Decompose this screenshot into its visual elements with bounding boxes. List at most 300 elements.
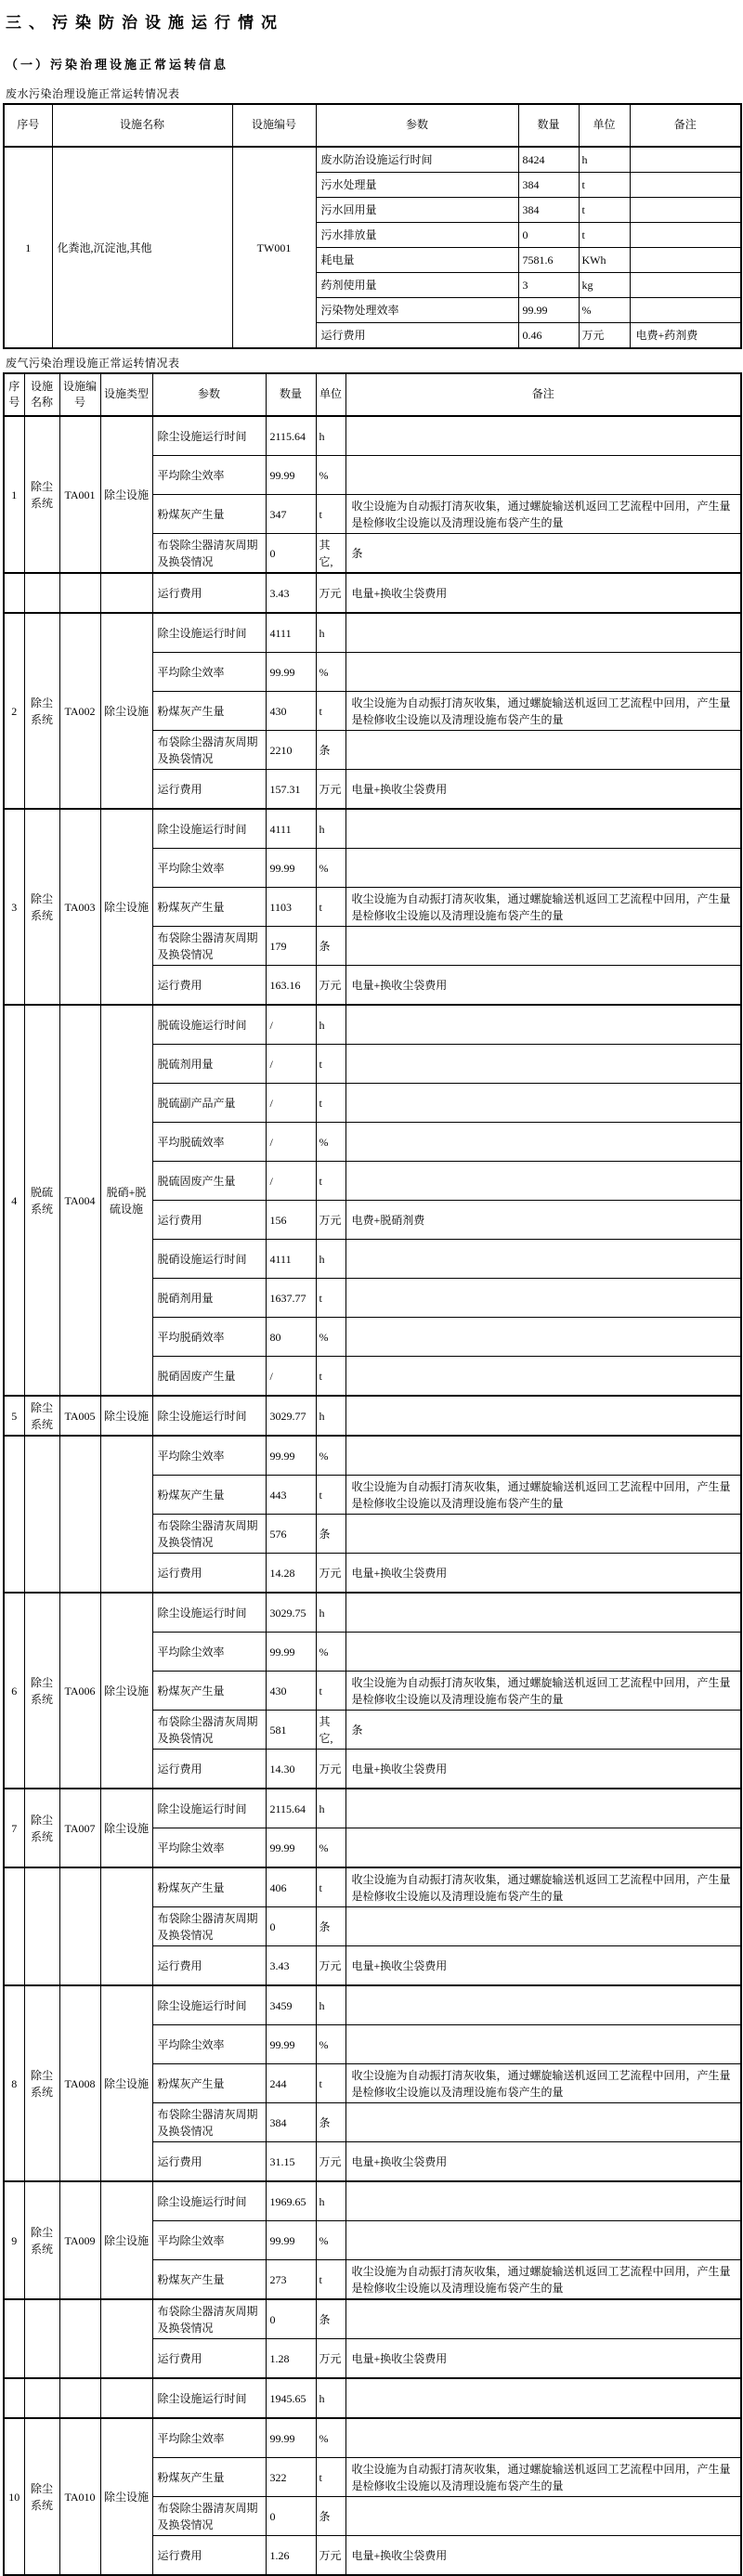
param-cell: 脱硫设施运行时间 [152,1005,266,1045]
remark-cell: 电量+换收尘袋费用 [345,1946,741,1986]
remark-cell [345,2378,741,2418]
qty-cell: 0 [266,534,316,574]
unit-cell: 条 [316,2103,345,2142]
table-row [4,573,741,613]
param-cell: 运行费用 [152,770,266,810]
remark-cell: 收尘设施为自动振打清灰收集，通过螺旋输送机返回工艺流程中回用，产生量是检修收尘设施以及清理设施布袋产生的量 [345,888,741,927]
param-cell: 粉煤灰产生量 [152,2260,266,2300]
qty-cell: 2210 [266,731,316,770]
param-cell: 粉煤灰产生量 [152,1672,266,1711]
remark-cell: 收尘设施为自动振打清灰收集，通过螺旋输送机返回工艺流程中回用，产生量是检修收尘设施以及清理设施布袋产生的量 [345,2458,741,2497]
table-row [4,1867,741,1907]
seq-cell: 1 [4,416,24,573]
qty-cell: 0 [266,2299,316,2339]
qty-cell: 0 [266,1907,316,1946]
remark-cell [345,1318,741,1357]
table-row [4,2378,741,2418]
param-cell: 运行费用 [152,2142,266,2182]
table-header-cell: 数量 [518,104,579,147]
remark-cell [345,731,741,770]
unit-cell: h [579,147,630,173]
table-row [4,809,741,849]
table-header-cell: 序号 [4,104,52,147]
qty-cell: 4111 [266,809,316,849]
param-cell: 布袋除尘器清灰周期及换袋情况 [152,1907,266,1946]
remark-cell: 电量+换收尘袋费用 [345,573,741,613]
remark-cell [345,809,741,849]
qty-cell: 430 [266,1672,316,1711]
empty-seq-cell [4,2299,24,2378]
param-cell: 平均除尘效率 [152,849,266,888]
remark-cell [345,1593,741,1633]
param-cell: 平均除尘效率 [152,2025,266,2064]
remark-cell [345,2025,741,2064]
remark-cell [345,2181,741,2221]
facility-code-cell: TA003 [59,809,100,1005]
facility-name-cell: 脱硫系统 [24,1005,59,1396]
remark-cell [345,1828,741,1868]
remark-cell [345,613,741,653]
unit-cell: 条 [316,2299,345,2339]
unit-cell: % [316,456,345,495]
table-header-cell: 设施编号 [232,104,316,147]
facility-type-cell: 除尘设施 [100,613,152,809]
table-header-cell: 单位 [316,373,345,416]
facility-name-cell: 除尘系统 [24,2181,59,2299]
remark-cell: 电量+换收尘袋费用 [345,1750,741,1789]
unit-cell: t [579,223,630,248]
facility-code-cell: TA005 [59,1396,100,1436]
param-cell: 废水防治设施运行时间 [316,147,518,173]
facility-type-cell: 除尘设施 [100,809,152,1005]
remark-cell: 条 [345,534,741,574]
param-cell: 脱硝剂用量 [152,1279,266,1318]
unit-cell: 其它, [316,534,345,574]
unit-cell: h [316,1005,345,1045]
table-row [4,1789,741,1828]
facility-name-cell: 除尘系统 [24,1593,59,1789]
qty-cell: 157.31 [266,770,316,810]
table-row [4,2299,741,2339]
param-cell: 布袋除尘器清灰周期及换袋情况 [152,1711,266,1750]
unit-cell: 其它, [316,1711,345,1750]
table-header-row [4,104,741,147]
remark-cell [345,1005,741,1045]
remark-cell [345,1515,741,1554]
facility-name-cell: 除尘系统 [24,1396,59,1436]
table-row [4,2181,741,2221]
unit-cell: t [316,1084,345,1123]
table-row [4,613,741,653]
param-cell: 脱硝固废产生量 [152,1357,266,1397]
remark-cell: 电量+换收尘袋费用 [345,1554,741,1594]
unit-cell: t [316,692,345,731]
qty-cell: 1.26 [266,2536,316,2576]
unit-cell: 条 [316,927,345,966]
unit-cell: % [316,653,345,692]
param-cell: 除尘设施运行时间 [152,613,266,653]
remark-cell: 收尘设施为自动振打清灰收集，通过螺旋输送机返回工艺流程中回用，产生量是检修收尘设施以及清理设施布袋产生的量 [345,1476,741,1515]
param-cell: 布袋除尘器清灰周期及换袋情况 [152,731,266,770]
unit-cell: h [316,416,345,456]
param-cell: 平均除尘效率 [152,2418,266,2458]
remark-cell [345,1985,741,2025]
unit-cell: t [316,1672,345,1711]
unit-cell: 万元 [316,2339,345,2379]
qty-cell: / [266,1005,316,1045]
param-cell: 粉煤灰产生量 [152,2458,266,2497]
unit-cell: 万元 [316,770,345,810]
param-cell: 污染物处理效率 [316,298,518,323]
seq-cell: 6 [4,1593,24,1789]
remark-cell [345,927,741,966]
qty-cell: 1637.77 [266,1279,316,1318]
param-cell: 除尘设施运行时间 [152,1789,266,1828]
facility-type-cell: 脱硝+脱硫设施 [100,1005,152,1396]
unit-cell: 万元 [316,1750,345,1789]
unit-cell: 条 [316,731,345,770]
remark-cell: 电量+换收尘袋费用 [345,2142,741,2182]
param-cell: 粉煤灰产生量 [152,692,266,731]
facility-code-cell: TA006 [59,1593,100,1789]
seq-cell: 5 [4,1396,24,1436]
param-cell: 除尘设施运行时间 [152,2181,266,2221]
unit-cell: kg [579,273,630,298]
param-cell: 布袋除尘器清灰周期及换袋情况 [152,2103,266,2142]
param-cell: 平均除尘效率 [152,2221,266,2260]
unit-cell: h [316,2181,345,2221]
remark-cell: 收尘设施为自动振打清灰收集，通过螺旋输送机返回工艺流程中回用，产生量是检修收尘设施以及清理设施布袋产生的量 [345,2064,741,2103]
qty-cell: 99.99 [266,849,316,888]
facility-name-cell: 除尘系统 [24,1985,59,2181]
empty-facility-type-cell [100,1436,152,1593]
qty-cell: 99.99 [266,653,316,692]
subsection-title: （一）污染治理设施正常运转信息 [6,58,229,72]
qty-cell: 384 [266,2103,316,2142]
facility-code-cell: TA001 [59,416,100,573]
qty-cell: / [266,1162,316,1201]
qty-cell: 3029.77 [266,1396,316,1436]
unit-cell: h [316,809,345,849]
empty-facility-name-cell [24,573,59,613]
qty-cell: 31.15 [266,2142,316,2182]
unit-cell: t [316,1357,345,1397]
qty-cell: 4111 [266,1240,316,1279]
unit-cell: t [316,1476,345,1515]
qty-cell: 0.46 [518,323,579,349]
qty-cell: 99.99 [266,1828,316,1868]
seq-cell: 2 [4,613,24,809]
qty-cell: 14.30 [266,1750,316,1789]
remark-cell: 电量+换收尘袋费用 [345,2339,741,2379]
remark-cell [630,223,741,248]
table-header-cell: 备注 [345,373,741,416]
facility-code-cell: TA010 [59,2418,100,2575]
facility-name-cell: 除尘系统 [24,613,59,809]
unit-cell: h [316,1396,345,1436]
table-row [4,1985,741,2025]
remark-cell: 电费+药剂费 [630,323,741,349]
qty-cell: 322 [266,2458,316,2497]
empty-facility-name-cell [24,2299,59,2378]
table-row [4,416,741,456]
unit-cell: % [316,2221,345,2260]
remark-cell [345,2103,741,2142]
remark-cell: 电量+换收尘袋费用 [345,966,741,1006]
qty-cell: 3459 [266,1985,316,2025]
param-cell: 运行费用 [152,573,266,613]
param-cell: 运行费用 [152,2339,266,2379]
empty-seq-cell [4,573,24,613]
param-cell: 粉煤灰产生量 [152,888,266,927]
facility-type-cell: 除尘设施 [100,2181,152,2299]
unit-cell: 万元 [579,323,630,349]
unit-cell: 万元 [316,1946,345,1986]
qty-cell: 443 [266,1476,316,1515]
qty-cell: 99.99 [266,456,316,495]
unit-cell: h [316,613,345,653]
unit-cell: % [316,2025,345,2064]
unit-cell: h [316,1593,345,1633]
param-cell: 布袋除尘器清灰周期及换袋情况 [152,927,266,966]
unit-cell: % [316,1436,345,1476]
remark-cell [345,2221,741,2260]
unit-cell: 万元 [316,2142,345,2182]
param-cell: 粉煤灰产生量 [152,2064,266,2103]
facility-code-cell: TA009 [59,2181,100,2299]
remark-cell [630,173,741,198]
unit-cell: % [316,1318,345,1357]
empty-facility-type-cell [100,2378,152,2418]
remark-cell: 电量+换收尘袋费用 [345,770,741,810]
param-cell: 布袋除尘器清灰周期及换袋情况 [152,2299,266,2339]
qty-cell: / [266,1357,316,1397]
table-header-cell: 备注 [630,104,741,147]
facility-code-cell: TA007 [59,1789,100,1867]
facility-code-cell: TA002 [59,613,100,809]
empty-facility-name-cell [24,1867,59,1985]
water-table [3,103,742,349]
param-cell: 布袋除尘器清灰周期及换袋情况 [152,2497,266,2536]
facility-name-cell: 除尘系统 [24,1789,59,1867]
gas-table-caption: 废气污染治理设施正常运转情况表 [6,357,180,370]
param-cell: 运行费用 [152,1201,266,1240]
remark-cell: 电量+换收尘袋费用 [345,2536,741,2576]
water-table-caption: 废水污染治理设施正常运转情况表 [6,87,180,100]
param-cell: 药剂使用量 [316,273,518,298]
param-cell: 污水排放量 [316,223,518,248]
empty-facility-code-cell [59,2378,100,2418]
empty-facility-code-cell [59,573,100,613]
remark-cell [345,1240,741,1279]
table-header-cell: 单位 [579,104,630,147]
remark-cell: 收尘设施为自动振打清灰收集，通过螺旋输送机返回工艺流程中回用，产生量是检修收尘设施以及清理设施布袋产生的量 [345,1672,741,1711]
qty-cell: 179 [266,927,316,966]
param-cell: 除尘设施运行时间 [152,1593,266,1633]
unit-cell: % [579,298,630,323]
remark-cell [345,1045,741,1084]
facility-code-cell: TA008 [59,1985,100,2181]
qty-cell: 3.43 [266,1946,316,1986]
qty-cell: 2115.64 [266,1789,316,1828]
qty-cell: 7581.6 [518,248,579,273]
facility-name-cell: 除尘系统 [24,809,59,1005]
param-cell: 脱硫固废产生量 [152,1162,266,1201]
param-cell: 运行费用 [152,1554,266,1594]
qty-cell: 99.99 [266,2221,316,2260]
param-cell: 运行费用 [152,1750,266,1789]
unit-cell: % [316,2418,345,2458]
remark-cell [630,147,741,173]
remark-cell [630,198,741,223]
param-cell: 平均脱硫效率 [152,1123,266,1162]
table-header-cell: 数量 [266,373,316,416]
empty-facility-type-cell [100,573,152,613]
unit-cell: t [579,198,630,223]
qty-cell: 163.16 [266,966,316,1006]
seq-cell: 3 [4,809,24,1005]
param-cell: 污水处理量 [316,173,518,198]
qty-cell: 8424 [518,147,579,173]
unit-cell: t [316,2260,345,2300]
qty-cell: 273 [266,2260,316,2300]
qty-cell: 99.99 [266,1436,316,1476]
param-cell: 布袋除尘器清灰周期及换袋情况 [152,1515,266,1554]
param-cell: 脱硝设施运行时间 [152,1240,266,1279]
remark-cell: 收尘设施为自动振打清灰收集，通过螺旋输送机返回工艺流程中回用，产生量是检修收尘设施以及清理设施布袋产生的量 [345,1867,741,1907]
facility-type-cell: 除尘设施 [100,1396,152,1436]
unit-cell: h [316,2378,345,2418]
empty-seq-cell [4,1867,24,1985]
qty-cell: 156 [266,1201,316,1240]
unit-cell: t [316,1045,345,1084]
seq-cell: 7 [4,1789,24,1867]
unit-cell: 万元 [316,966,345,1006]
param-cell: 耗电量 [316,248,518,273]
unit-cell: % [316,1633,345,1672]
empty-facility-name-cell [24,2378,59,2418]
facility-name-cell: 化粪池,沉淀池,其他 [52,147,232,348]
facility-code-cell: TA004 [59,1005,100,1396]
unit-cell: t [316,2458,345,2497]
remark-cell [345,1123,741,1162]
unit-cell: 万元 [316,1201,345,1240]
qty-cell: 3.43 [266,573,316,613]
table-row [4,1005,741,1045]
qty-cell: 347 [266,495,316,534]
empty-seq-cell [4,1436,24,1593]
qty-cell: / [266,1084,316,1123]
param-cell: 除尘设施运行时间 [152,1396,266,1436]
empty-seq-cell [4,2378,24,2418]
qty-cell: 80 [266,1318,316,1357]
remark-cell [345,1789,741,1828]
qty-cell: 581 [266,1711,316,1750]
facility-type-cell: 除尘设施 [100,1789,152,1867]
param-cell: 除尘设施运行时间 [152,2378,266,2418]
seq-cell: 8 [4,1985,24,2181]
param-cell: 粉煤灰产生量 [152,1476,266,1515]
facility-type-cell: 除尘设施 [100,2418,152,2575]
qty-cell: 99.99 [266,1633,316,1672]
qty-cell: 99.99 [266,2025,316,2064]
facility-name-cell: 除尘系统 [24,2418,59,2575]
param-cell: 运行费用 [152,2536,266,2576]
remark-cell [345,2299,741,2339]
param-cell: 平均除尘效率 [152,1436,266,1476]
empty-facility-code-cell [59,1867,100,1985]
param-cell: 运行费用 [152,1946,266,1986]
seq-cell: 10 [4,2418,24,2575]
unit-cell: 万元 [316,2536,345,2576]
unit-cell: t [316,1867,345,1907]
unit-cell: 万元 [316,1554,345,1594]
table-row [4,1396,741,1436]
qty-cell: 244 [266,2064,316,2103]
empty-facility-code-cell [59,2299,100,2378]
table-header-cell: 设施名称 [24,373,59,416]
unit-cell: h [316,1985,345,2025]
qty-cell: 576 [266,1515,316,1554]
remark-cell: 条 [345,1711,741,1750]
remark-cell [345,1162,741,1201]
param-cell: 污水回用量 [316,198,518,223]
unit-cell: 条 [316,1907,345,1946]
remark-cell [345,1279,741,1318]
remark-cell [345,1436,741,1476]
unit-cell: t [579,173,630,198]
remark-cell [345,1084,741,1123]
param-cell: 除尘设施运行时间 [152,1985,266,2025]
facility-type-cell: 除尘设施 [100,1593,152,1789]
unit-cell: 条 [316,2497,345,2536]
qty-cell: 0 [266,2497,316,2536]
qty-cell: 0 [518,223,579,248]
param-cell: 平均除尘效率 [152,456,266,495]
seq-cell: 4 [4,1005,24,1396]
empty-facility-type-cell [100,2299,152,2378]
param-cell: 除尘设施运行时间 [152,416,266,456]
qty-cell: 99.99 [518,298,579,323]
param-cell: 粉煤灰产生量 [152,1867,266,1907]
facility-code-cell: TW001 [232,147,316,348]
qty-cell: 3029.75 [266,1593,316,1633]
table-row [4,2418,741,2458]
unit-cell: % [316,849,345,888]
param-cell: 平均除尘效率 [152,1633,266,1672]
remark-cell [345,1396,741,1436]
remark-cell [345,2497,741,2536]
unit-cell: t [316,1279,345,1318]
table-header-cell: 序号 [4,373,24,416]
param-cell: 运行费用 [316,323,518,349]
seq-cell: 9 [4,2181,24,2299]
param-cell: 平均除尘效率 [152,653,266,692]
remark-cell [345,1357,741,1397]
empty-facility-code-cell [59,1436,100,1593]
unit-cell: % [316,1123,345,1162]
remark-cell [345,849,741,888]
remark-cell: 收尘设施为自动振打清灰收集，通过螺旋输送机返回工艺流程中回用，产生量是检修收尘设施以及清理设施布袋产生的量 [345,495,741,534]
facility-name-cell: 除尘系统 [24,416,59,573]
qty-cell: / [266,1045,316,1084]
remark-cell: 收尘设施为自动振打清灰收集，通过螺旋输送机返回工艺流程中回用，产生量是检修收尘设施以及清理设施布袋产生的量 [345,692,741,731]
param-cell: 平均除尘效率 [152,1828,266,1868]
remark-cell [345,416,741,456]
table-header-cell: 设施名称 [52,104,232,147]
table-header-cell: 设施编号 [59,373,100,416]
facility-type-cell: 除尘设施 [100,416,152,573]
